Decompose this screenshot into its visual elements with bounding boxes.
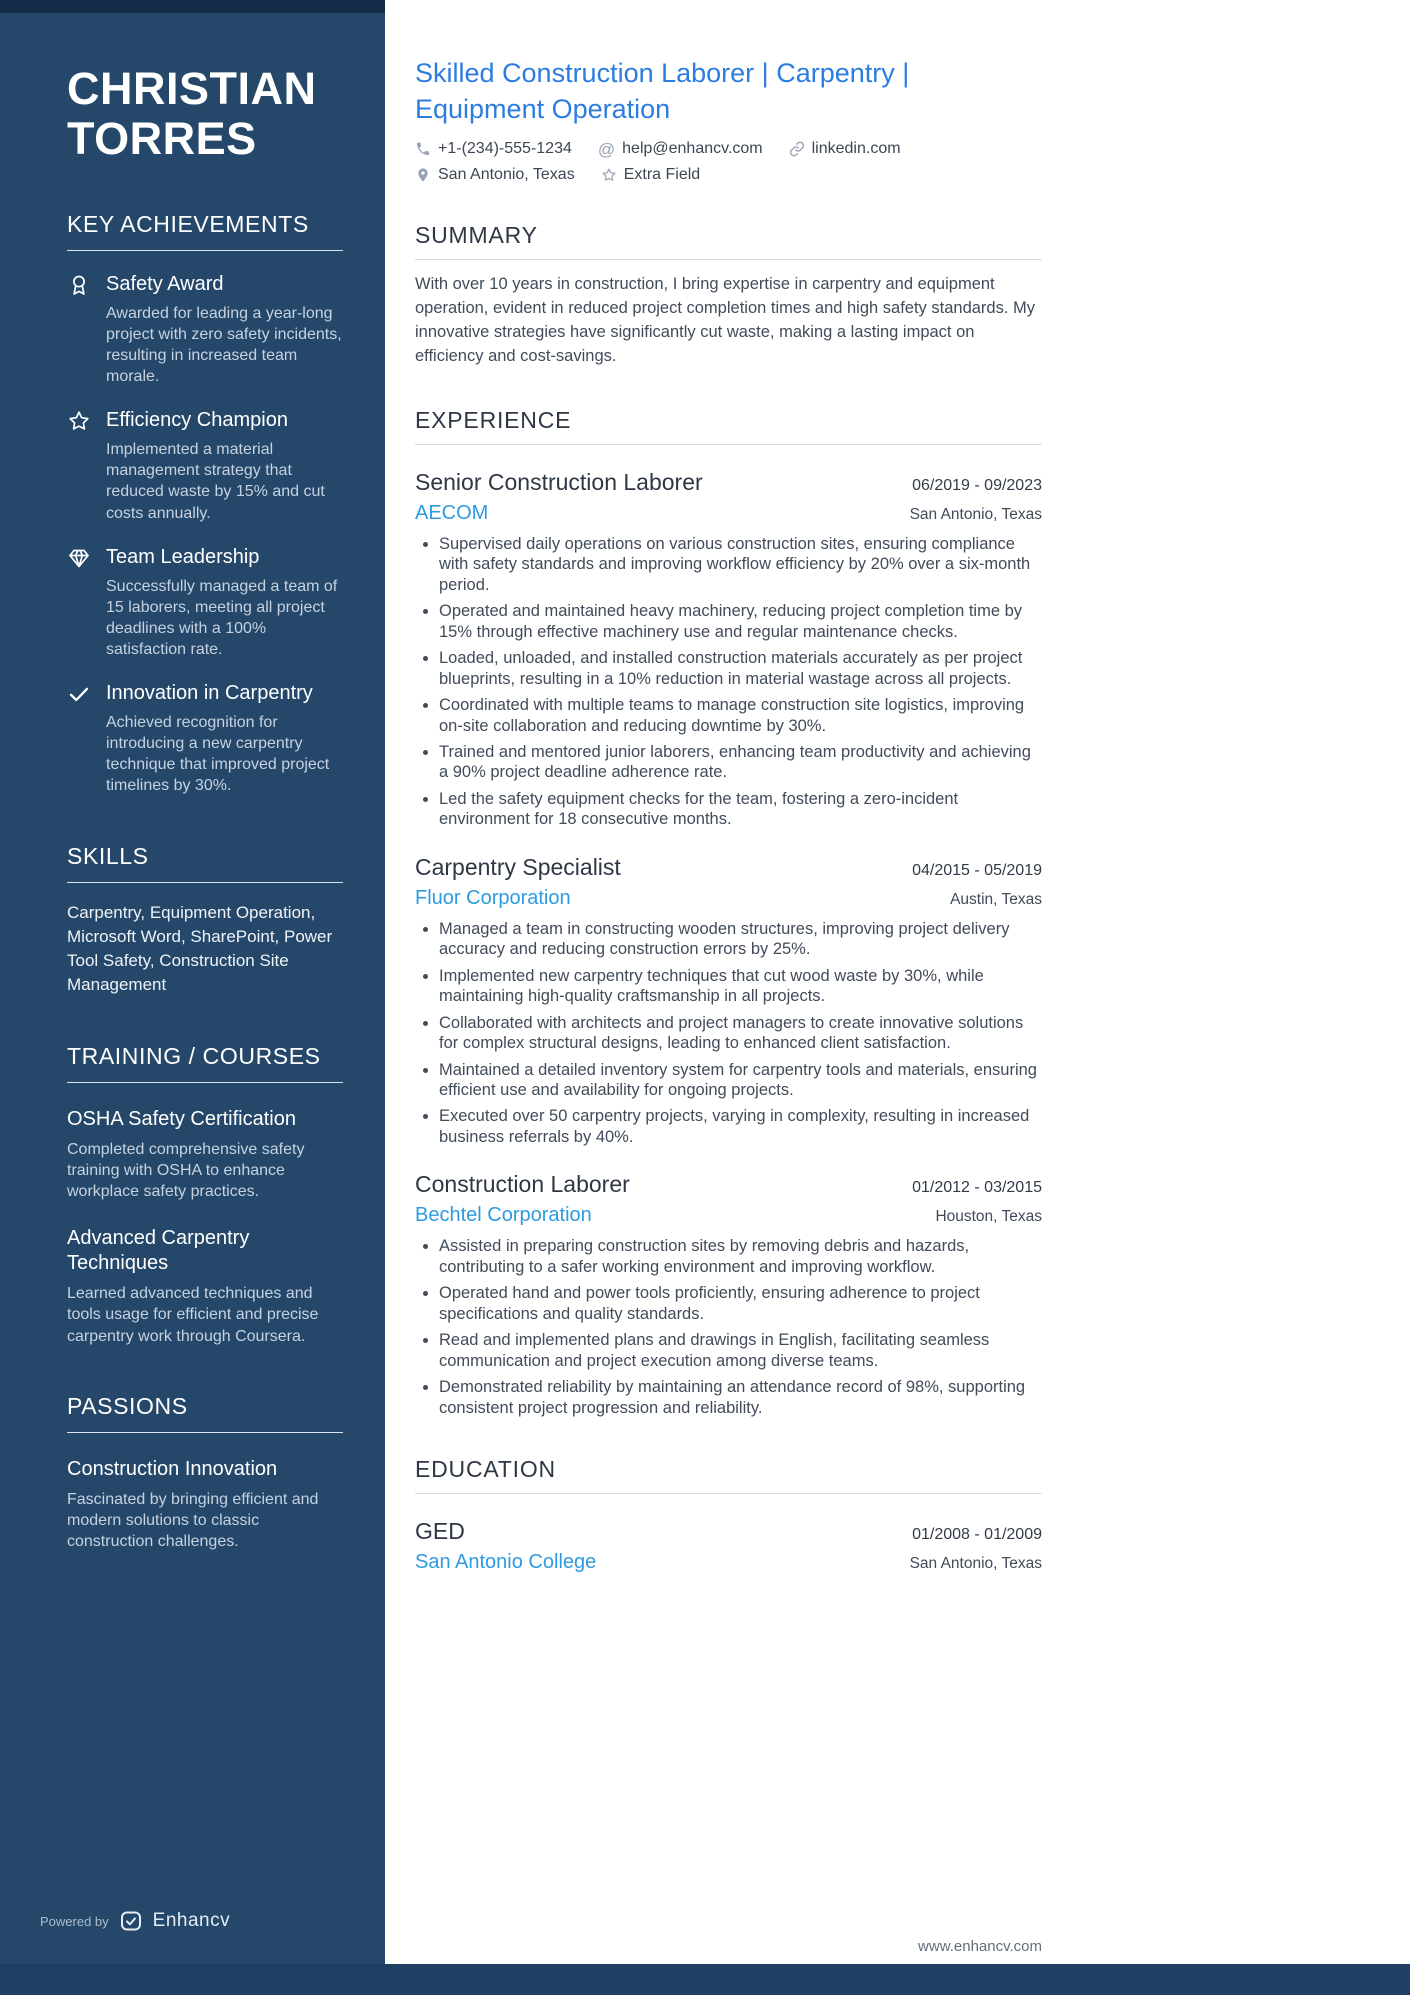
course-title: Advanced Carpentry Techniques — [67, 1227, 250, 1275]
star-icon — [67, 409, 93, 435]
sidebar-top-strip — [0, 0, 385, 13]
achievement-title: Innovation in Carpentry — [106, 682, 313, 705]
contact-location — [415, 166, 575, 184]
experience-title: EXPERIENCE — [415, 407, 1042, 445]
job-location: San Antonio, Texas — [909, 505, 1042, 523]
contact-phone[interactable] — [415, 140, 572, 158]
passion-title: Construction Innovation — [67, 1457, 278, 1480]
experience-entry — [415, 469, 1042, 830]
email-address[interactable]: help@enhancv.com — [622, 140, 763, 158]
job-bullet: • Managed a team in constructing wooden structures, improving project delivery accuracy and reducing construction errors by 25%. — [439, 919, 1042, 960]
job-bullet-list — [415, 534, 1042, 830]
star-outline-icon — [601, 167, 617, 183]
experience-entry — [415, 854, 1042, 1148]
achievement-item — [67, 682, 343, 796]
experience-entry-subheader — [415, 887, 1042, 910]
main-column — [415, 0, 1042, 1995]
job-location: Houston, Texas — [935, 1208, 1042, 1226]
training-title: TRAINING / COURSES — [67, 1043, 343, 1083]
education-title: EDUCATION — [415, 1456, 1042, 1494]
course-item — [67, 1226, 343, 1346]
passion-text: Fascinated by bringing efficient and modern solutions to classic construction challenges. — [67, 1490, 319, 1550]
job-dates: 01/2012 - 03/2015 — [912, 1179, 1042, 1197]
job-bullet: • Collaborated with architects and project managers to create innovative solutions for complex structural designs, leading to enhanced client satisfaction. — [439, 1013, 1042, 1054]
resume-headline: Skilled Construction Laborer | Carpentry | Equipment Operation — [415, 58, 910, 124]
job-bullet: • Executed over 50 carpentry projects, varying in complexity, resulting in increased business referrals by 40%. — [439, 1106, 1042, 1147]
job-bullet: • Coordinated with multiple teams to manage construction site logistics, improving on-site collaboration and reducing downtime by 30%. — [439, 695, 1042, 736]
job-bullet: • Supervised daily operations on various construction sites, ensuring compliance with safety standards and improving workflow efficiency by 20% over a six-month period. — [439, 534, 1042, 595]
enhancv-footer-url[interactable]: www.enhancv.com — [918, 1938, 1042, 1955]
degree-name: GED — [415, 1517, 465, 1544]
course-text: Learned advanced techniques and tools usage for efficient and precise carpentry work through Coursera. — [67, 1285, 319, 1345]
job-bullet: • Implemented new carpentry techniques that cut wood waste by 30%, while maintaining high-quality craftsmanship in all projects. — [439, 966, 1042, 1007]
company-name: AECOM — [415, 501, 489, 524]
enhancv-logo-icon — [119, 1909, 143, 1933]
company-name: Fluor Corporation — [415, 886, 571, 909]
job-location: Austin, Texas — [950, 890, 1042, 908]
skills-title: SKILLS — [67, 843, 343, 883]
job-bullet: • Read and implemented plans and drawings in English, facilitating seamless communication and project execution among diverse teams. — [439, 1330, 1042, 1371]
experience-section — [415, 407, 1042, 1418]
job-bullet: • Operated hand and power tools proficiently, ensuring adherence to project specifications and quality standards. — [439, 1283, 1042, 1324]
job-bullet: • Demonstrated reliability by maintaining an attendance record of 98%, supporting consistent project progression and reliability. — [439, 1377, 1042, 1418]
powered-by-footer[interactable] — [40, 1909, 230, 1933]
school-name: San Antonio College — [415, 1550, 597, 1573]
job-bullet: • Operated and maintained heavy machinery, reducing project completion time by 15% through effective machinery use and regular maintenance checks. — [439, 601, 1042, 642]
job-title: Construction Laborer — [415, 1171, 630, 1198]
education-entry — [415, 1518, 1042, 1574]
achievement-item — [67, 409, 343, 523]
link-icon — [789, 141, 805, 157]
summary-section — [415, 222, 1042, 369]
job-bullet-list — [415, 919, 1042, 1148]
phone-icon — [415, 141, 431, 157]
experience-entry — [415, 1171, 1042, 1418]
experience-entry-header — [415, 854, 1042, 881]
summary-title: SUMMARY — [415, 222, 1042, 260]
job-dates: 04/2015 - 05/2019 — [912, 861, 1042, 879]
key-achievements-section — [67, 211, 343, 797]
passions-title: PASSIONS — [67, 1393, 343, 1433]
achievement-item — [67, 273, 343, 387]
powered-by-label: Powered by — [40, 1913, 109, 1929]
check-icon — [67, 682, 93, 708]
passion-item — [67, 1457, 343, 1552]
job-title: Carpentry Specialist — [415, 853, 621, 880]
contact-info — [415, 140, 1042, 184]
job-dates: 06/2019 - 09/2023 — [912, 476, 1042, 494]
skills-section — [67, 843, 343, 998]
course-item — [67, 1107, 343, 1202]
experience-entry-header — [415, 1171, 1042, 1198]
achievement-body — [106, 682, 343, 796]
course-text: Completed comprehensive safety training with OSHA to enhance workplace safety practices. — [67, 1141, 305, 1201]
education-entry-subheader — [415, 1551, 1042, 1574]
extra-field-text: Extra Field — [623, 166, 701, 184]
experience-entry-header — [415, 469, 1042, 496]
achievement-text: Implemented a material management strategy that reduced waste by 15% and cut costs annually. — [106, 441, 325, 522]
job-bullet: • Trained and mentored junior laborers, enhancing team productivity and achieving a 90% project deadline adherence rate. — [439, 742, 1042, 783]
candidate-name: CHRISTIAN TORRES — [67, 63, 317, 165]
job-bullet: • Assisted in preparing construction sites by removing debris and hazards, contributing to a safer working environment and improving workflow. — [439, 1236, 1042, 1277]
achievement-title: Safety Award — [106, 272, 224, 295]
linkedin-url[interactable]: linkedin.com — [811, 140, 901, 158]
diamond-icon — [67, 546, 93, 572]
contact-link[interactable] — [789, 140, 901, 158]
experience-entry-subheader — [415, 502, 1042, 525]
achievement-body — [106, 409, 343, 523]
course-title: OSHA Safety Certification — [67, 1108, 296, 1131]
contact-extra-field — [601, 166, 700, 184]
achievement-title: Efficiency Champion — [106, 409, 288, 432]
enhancv-brand-name: Enhancv — [152, 1910, 231, 1931]
location-pin-icon — [415, 167, 431, 183]
job-title: Senior Construction Laborer — [415, 468, 703, 495]
education-section — [415, 1456, 1042, 1574]
summary-text: With over 10 years in construction, I bring expertise in carpentry and equipment operation, evident in reduced project completion times and high safety standards. My innovative strategies have significantly cut waste, making a lasting impact on efficiency and cost-savings. — [415, 275, 1036, 366]
achievement-item — [67, 546, 343, 660]
passions-section — [67, 1393, 343, 1552]
education-entry-header — [415, 1518, 1042, 1545]
company-name: Bechtel Corporation — [415, 1204, 592, 1227]
phone-number[interactable]: +1-(234)-555-1234 — [438, 140, 572, 158]
achievement-body — [106, 273, 343, 387]
key-achievements-title: KEY ACHIEVEMENTS — [67, 211, 343, 251]
contact-email[interactable] — [598, 140, 763, 158]
achievement-body — [106, 546, 343, 660]
email-at-icon: @ — [597, 139, 616, 159]
experience-entry-subheader — [415, 1204, 1042, 1227]
job-bullet: • Loaded, unloaded, and installed construction materials accurately as per project blueprints, resulting in a 10% reduction in material wastage across all projects. — [439, 648, 1042, 689]
achievement-text: Successfully managed a team of 15 laborers, meeting all project deadlines with a 100% satisfaction rate. — [106, 577, 338, 658]
education-dates: 01/2008 - 01/2009 — [912, 1525, 1042, 1543]
skills-list: Carpentry, Equipment Operation, Microsoft Word, SharePoint, Power Tool Safety, Construction Site Management — [67, 902, 333, 994]
location-text: San Antonio, Texas — [438, 166, 575, 184]
medal-icon — [67, 273, 93, 299]
sidebar — [0, 0, 385, 1995]
job-bullet-list — [415, 1236, 1042, 1418]
training-section — [67, 1043, 343, 1347]
page-bottom-bar — [0, 1964, 1410, 1995]
job-bullet: • Led the safety equipment checks for the team, fostering a zero-incident environment for 18 consecutive months. — [439, 789, 1042, 830]
achievement-title: Team Leadership — [106, 545, 260, 568]
achievement-text: Awarded for leading a year-long project with zero safety incidents, resulting in increased team morale. — [106, 304, 342, 386]
job-bullet: • Maintained a detailed inventory system for carpentry tools and materials, ensuring efficient use and availability for ongoing projects. — [439, 1060, 1042, 1101]
school-location: San Antonio, Texas — [909, 1554, 1042, 1572]
achievement-text: Achieved recognition for introducing a new carpentry technique that improved project timelines by 30%. — [106, 714, 330, 795]
